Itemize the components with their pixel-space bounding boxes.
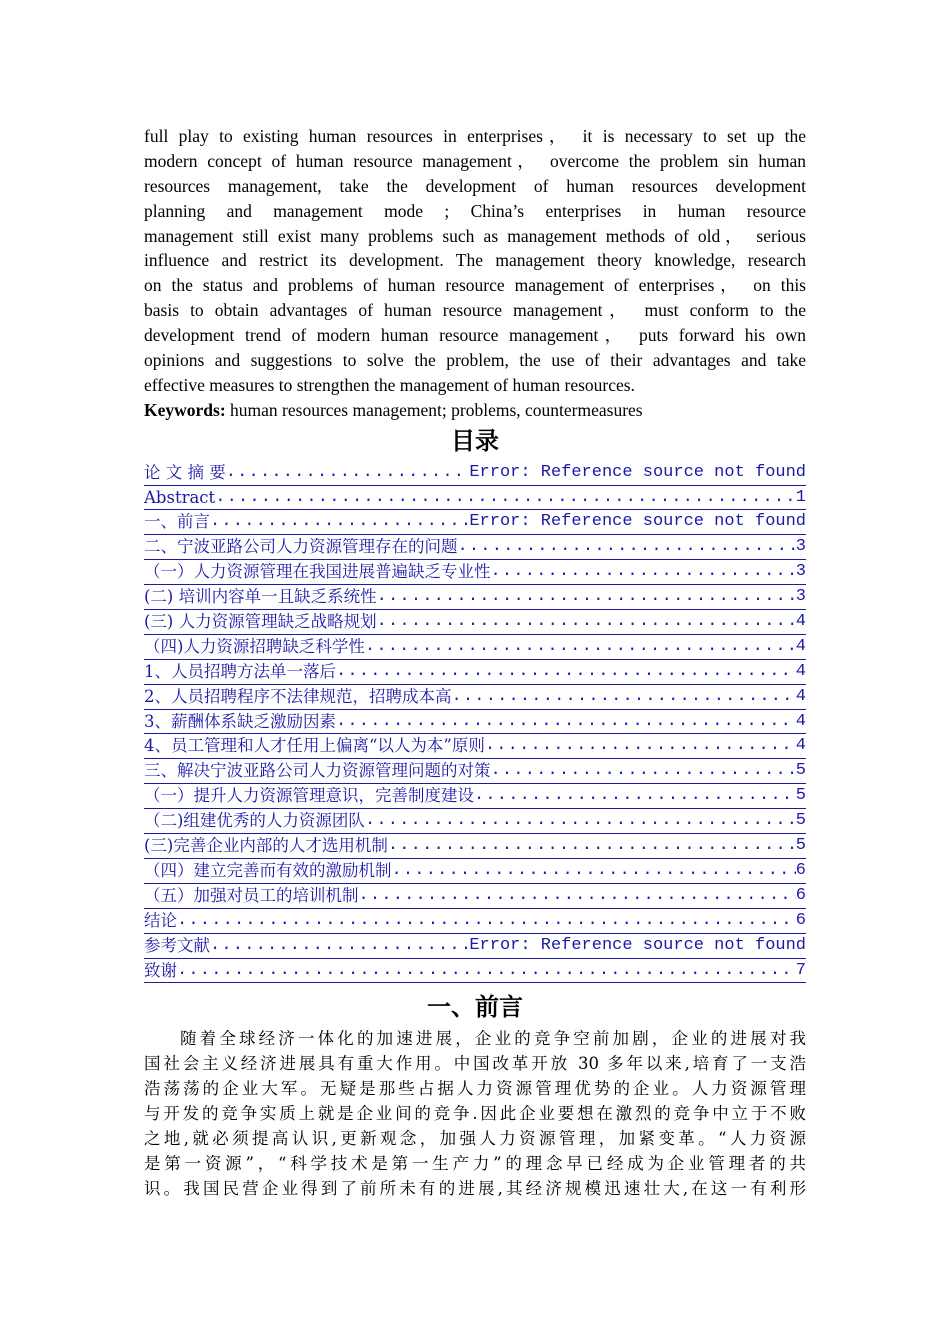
toc-label: （五）加强对员工的培训机制 (144, 885, 359, 905)
toc-leader-dots (377, 610, 796, 634)
toc-page-number: 4 (795, 661, 806, 681)
abstract-line: resources management, take the development of human resources development (144, 175, 806, 196)
abstract-line: basis to obtain advantages of human resource management， must conform to the (144, 300, 806, 321)
abstract-line: opinions and suggestions to solve the problem, the use of their advantages and take (144, 350, 806, 371)
body-line: 浩荡荡的企业大军。无疑是那些占据人力资源管理优势的企业。人力资源管理 (144, 1079, 806, 1099)
toc-link[interactable] (144, 635, 806, 660)
abstract-line: on the status and problems of human resource management of enterprises， on this (144, 275, 806, 296)
toc-leader-dots (336, 710, 796, 734)
toc-leader-dots (491, 759, 796, 783)
toc-leader-dots (210, 934, 469, 958)
abstract-line: influence and restrict its development. The management theory knowledge, research (144, 250, 806, 271)
body-line: 之地,就必须提高认识,更新观念，加强人力资源管理，加紧变革。“人力资源 (144, 1128, 806, 1148)
toc-leader-dots (474, 784, 796, 808)
toc-page-number: 3 (795, 587, 806, 607)
toc-label: Abstract (144, 487, 216, 507)
toc-label: 结论 (144, 910, 177, 930)
toc-link[interactable] (144, 734, 806, 759)
toc-leader-dots (491, 560, 796, 584)
body-line: 识。我国民营企业得到了前所未有的进展,其经济规模迅速壮大,在这一有利形 (144, 1178, 806, 1198)
toc-page-number: 3 (795, 562, 806, 582)
keywords-label: Keywords: (144, 399, 226, 420)
toc-label: 2、人员招聘程序不法律规范，招聘成本高 (144, 686, 452, 706)
toc-label: （四)人力资源招聘缺乏科学性 (144, 636, 365, 656)
toc-leader-dots (452, 685, 796, 709)
toc-leader-dots (210, 510, 469, 534)
toc-title: 目录 (451, 428, 499, 455)
toc-page-number: 1 (795, 487, 806, 507)
toc-page-number: 6 (795, 860, 806, 880)
toc-leader-dots (336, 660, 796, 684)
toc-page-number: 5 (795, 786, 806, 806)
document-page (144, 124, 806, 1202)
abstract-line: full play to existing human resources in enterprises， it is necessary to set up the (144, 126, 806, 146)
toc-label: （一）提升人力资源管理意识，完善制度建设 (144, 786, 474, 806)
toc-label: 一、前言 (144, 512, 210, 532)
toc-page-number: Error: Reference source not found (469, 935, 806, 955)
toc-label: （一）人力资源管理在我国进展普遍缺乏专业性 (144, 562, 491, 582)
toc-link[interactable] (144, 834, 806, 859)
abstract-line: management still exist many problems such as management methods of old， serious (144, 225, 806, 246)
toc-leader-dots (365, 809, 796, 833)
abstract-paragraph (144, 124, 806, 398)
toc-leader-dots (485, 734, 796, 758)
toc-link[interactable] (144, 809, 806, 834)
keywords-line (144, 398, 806, 423)
toc-label: (三) 人力资源管理缺乏战略规划 (144, 612, 377, 632)
toc-leader-dots (359, 884, 796, 908)
section-body (144, 1027, 806, 1201)
toc-label: 1、人员招聘方法单一落后 (144, 661, 336, 681)
section-title: 一、前言 (427, 995, 523, 1022)
toc-label: （四）建立完善而有效的激励机制 (144, 860, 392, 880)
toc-link[interactable] (144, 461, 806, 486)
toc-leader-dots (177, 959, 796, 983)
toc-page-number: 6 (795, 910, 806, 930)
toc-page-number: 4 (795, 736, 806, 756)
toc-link[interactable] (144, 909, 806, 934)
toc-page-number: Error: Reference source not found (469, 512, 806, 532)
toc-link[interactable] (144, 510, 806, 535)
toc-label: 致谢 (144, 960, 177, 980)
keywords-text: human resources management; problems, countermeasures (225, 399, 643, 420)
toc-page-number: 4 (795, 636, 806, 656)
toc-link[interactable] (144, 759, 806, 784)
body-line: 随着全球经济一体化的加速进展，企业的竞争空前加剧，企业的进展对我 (180, 1029, 806, 1049)
toc-leader-dots (392, 859, 796, 883)
toc-page-number: Error: Reference source not found (469, 462, 806, 482)
toc-label: 4、员工管理和人才任用上偏离“以人为本”原则 (144, 736, 485, 756)
toc-link[interactable] (144, 710, 806, 735)
toc-page-number: 6 (795, 885, 806, 905)
toc-page-number: 5 (795, 811, 806, 831)
toc-label: (二) 培训内容单一且缺乏系统性 (144, 587, 377, 607)
toc-link[interactable] (144, 610, 806, 635)
toc-link[interactable] (144, 884, 806, 909)
toc-leader-dots (458, 535, 796, 559)
toc-label: （二)组建优秀的人力资源团队 (144, 811, 365, 831)
toc-leader-dots (377, 585, 796, 609)
toc-page-number: 3 (795, 537, 806, 557)
toc-leader-dots (388, 834, 796, 858)
toc-label: (三)完善企业内部的人才选用机制 (144, 836, 388, 856)
toc-label: 论 文 摘 要 (144, 462, 226, 482)
toc-page-number: 5 (795, 836, 806, 856)
toc-page-number: 7 (795, 960, 806, 980)
toc-link[interactable] (144, 784, 806, 809)
toc-label: 二、宁波亚路公司人力资源管理存在的问题 (144, 537, 458, 557)
toc-link[interactable] (144, 585, 806, 610)
toc-label: 参考文献 (144, 935, 210, 955)
toc-link[interactable] (144, 859, 806, 884)
toc-page-number: 4 (795, 711, 806, 731)
body-line: 国社会主义经济进展具有重大作用。中国改革开放 30 多年以来,培育了一支浩 (144, 1054, 806, 1074)
toc-link[interactable] (144, 685, 806, 710)
toc-leader-dots (365, 635, 796, 659)
abstract-line: modern concept of human resource management， overcome the problem sin human (144, 150, 806, 171)
toc-leader-dots (215, 486, 796, 510)
toc-leader-dots (226, 461, 470, 485)
toc-link[interactable] (144, 560, 806, 585)
body-line: 与开发的竞争实质上就是企业间的竞争.因此企业要想在激烈的竞争中立于不败 (144, 1104, 806, 1124)
toc-label: 三、解决宁波亚路公司人力资源管理问题的对策 (144, 761, 491, 781)
toc-page-number: 4 (795, 686, 806, 706)
toc-link[interactable] (144, 535, 806, 560)
body-line: 是第一资源”，“科学技术是第一生产力”的理念早已经成为企业管理者的共 (144, 1153, 806, 1173)
toc-label: 3、薪酬体系缺乏激励因素 (144, 711, 336, 731)
toc-leader-dots (177, 909, 796, 933)
abstract-line: effective measures to strengthen the management of human resources. (144, 374, 635, 395)
toc-page-number: 5 (795, 761, 806, 781)
abstract-line: development trend of modern human resource management， puts forward his own (144, 325, 806, 346)
toc-link[interactable] (144, 959, 806, 984)
toc-link[interactable] (144, 934, 806, 959)
toc-page-number: 4 (795, 612, 806, 632)
toc-link[interactable] (144, 660, 806, 685)
toc-link[interactable] (144, 486, 806, 511)
table-of-contents (144, 461, 806, 984)
abstract-line: planning and management mode ; China’s enterprises in human resource (144, 200, 806, 221)
